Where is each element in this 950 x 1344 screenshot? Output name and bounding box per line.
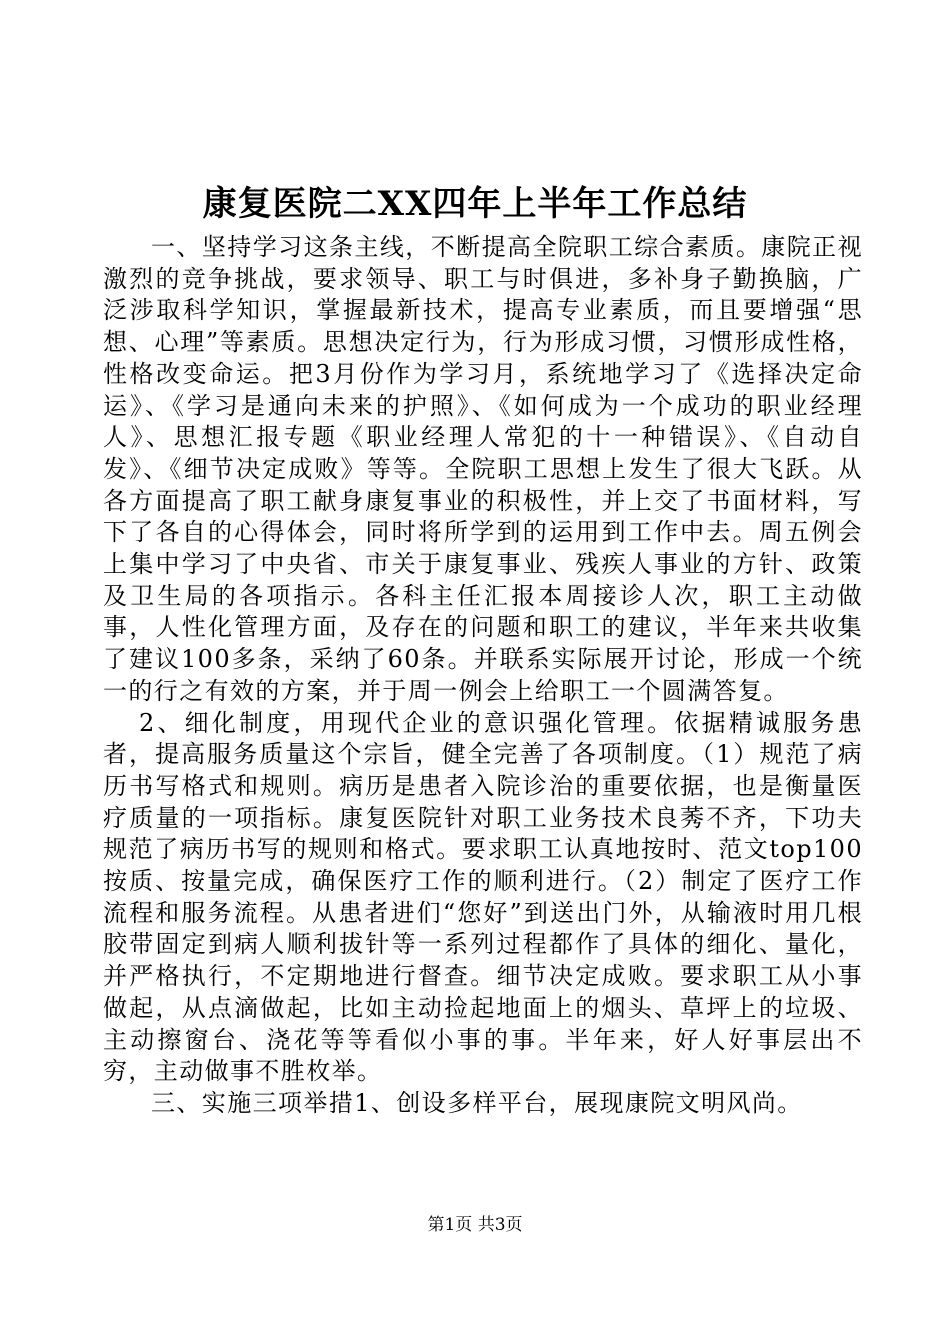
document-title: 康复医院二XX四年上半年工作总结 <box>202 184 748 224</box>
page-footer: 第1页 共3页 <box>427 1215 523 1235</box>
paragraph-regulations: 2、细化制度，用现代企业的意识强化管理。依据精诚服务患者，提高服务质量这个宗旨，健全完善了各项制度。（1）规范了病历书写格式和规则。病历是患者入院诊治的重要依据，也是衡量医疗质量的一项指标。康复医院针对职工业务技术良莠不齐，下功夫规范了病历书写的规则和格式。要求职工认真地按时、范文top100按质、按量完成，确保医疗工作的顺利进行。（2）制定了医疗工作流程和服务流程。从患者进们“您好”到送出门外，从输液时用几根胶带固定到病人顺利拔针等一系列过程都作了具体的细化、量化，并严格执行，不定期地进行督查。细节决定成败。要求职工从小事做起，从点滴做起，比如主动捡起地面上的烟头、草坪上的垃圾、主动擦窗台、浇花等等看似小事的事。半年来，好人好事层出不穷，主动做事不胜枚举。 <box>103 708 863 1086</box>
paragraph-study: 一、坚持学习这条主线，不断提高全院职工综合素质。康院正视激烈的竞争挑战，要求领导、职工与时俱进，多补身子勤换脑，广泛涉取科学知识，掌握最新技术，提高专业素质，而且要增强“思想、心理”等素质。思想决定行为，行为形成习惯，习惯形成性格，性格改变命运。把3月份作为学习月，系统地学习了《选择决定命运》、《学习是通向未来的护照》、《如何成为一个成功的职业经理人》、思想汇报专题《职业经理人常犯的十一种错误》、《自动自发》、《细节决定成败》等等。全院职工思想上发生了很大飞跃。从各方面提高了职工献身康复事业的积极性，并上交了书面材料，写下了各自的心得体会，同时将所学到的运用到工作中去。周五例会上集中学习了中央省、市关于康复事业、残疾人事业的方针、政策及卫生局的各项指示。各科主任汇报本周接诊人次，职工主动做事，人性化管理方面，及存在的问题和职工的建议，半年来共收集了建议100多条，采纳了60条。并联系实际展开讨论，形成一个统一的行之有效的方案，并于周一例会上给职工一个圆满答复。 <box>103 233 863 705</box>
document-body <box>103 232 863 1120</box>
paragraph-measures: 三、实施三项举措1、创设多样平台，展现康院文明风尚。 <box>151 1088 803 1117</box>
